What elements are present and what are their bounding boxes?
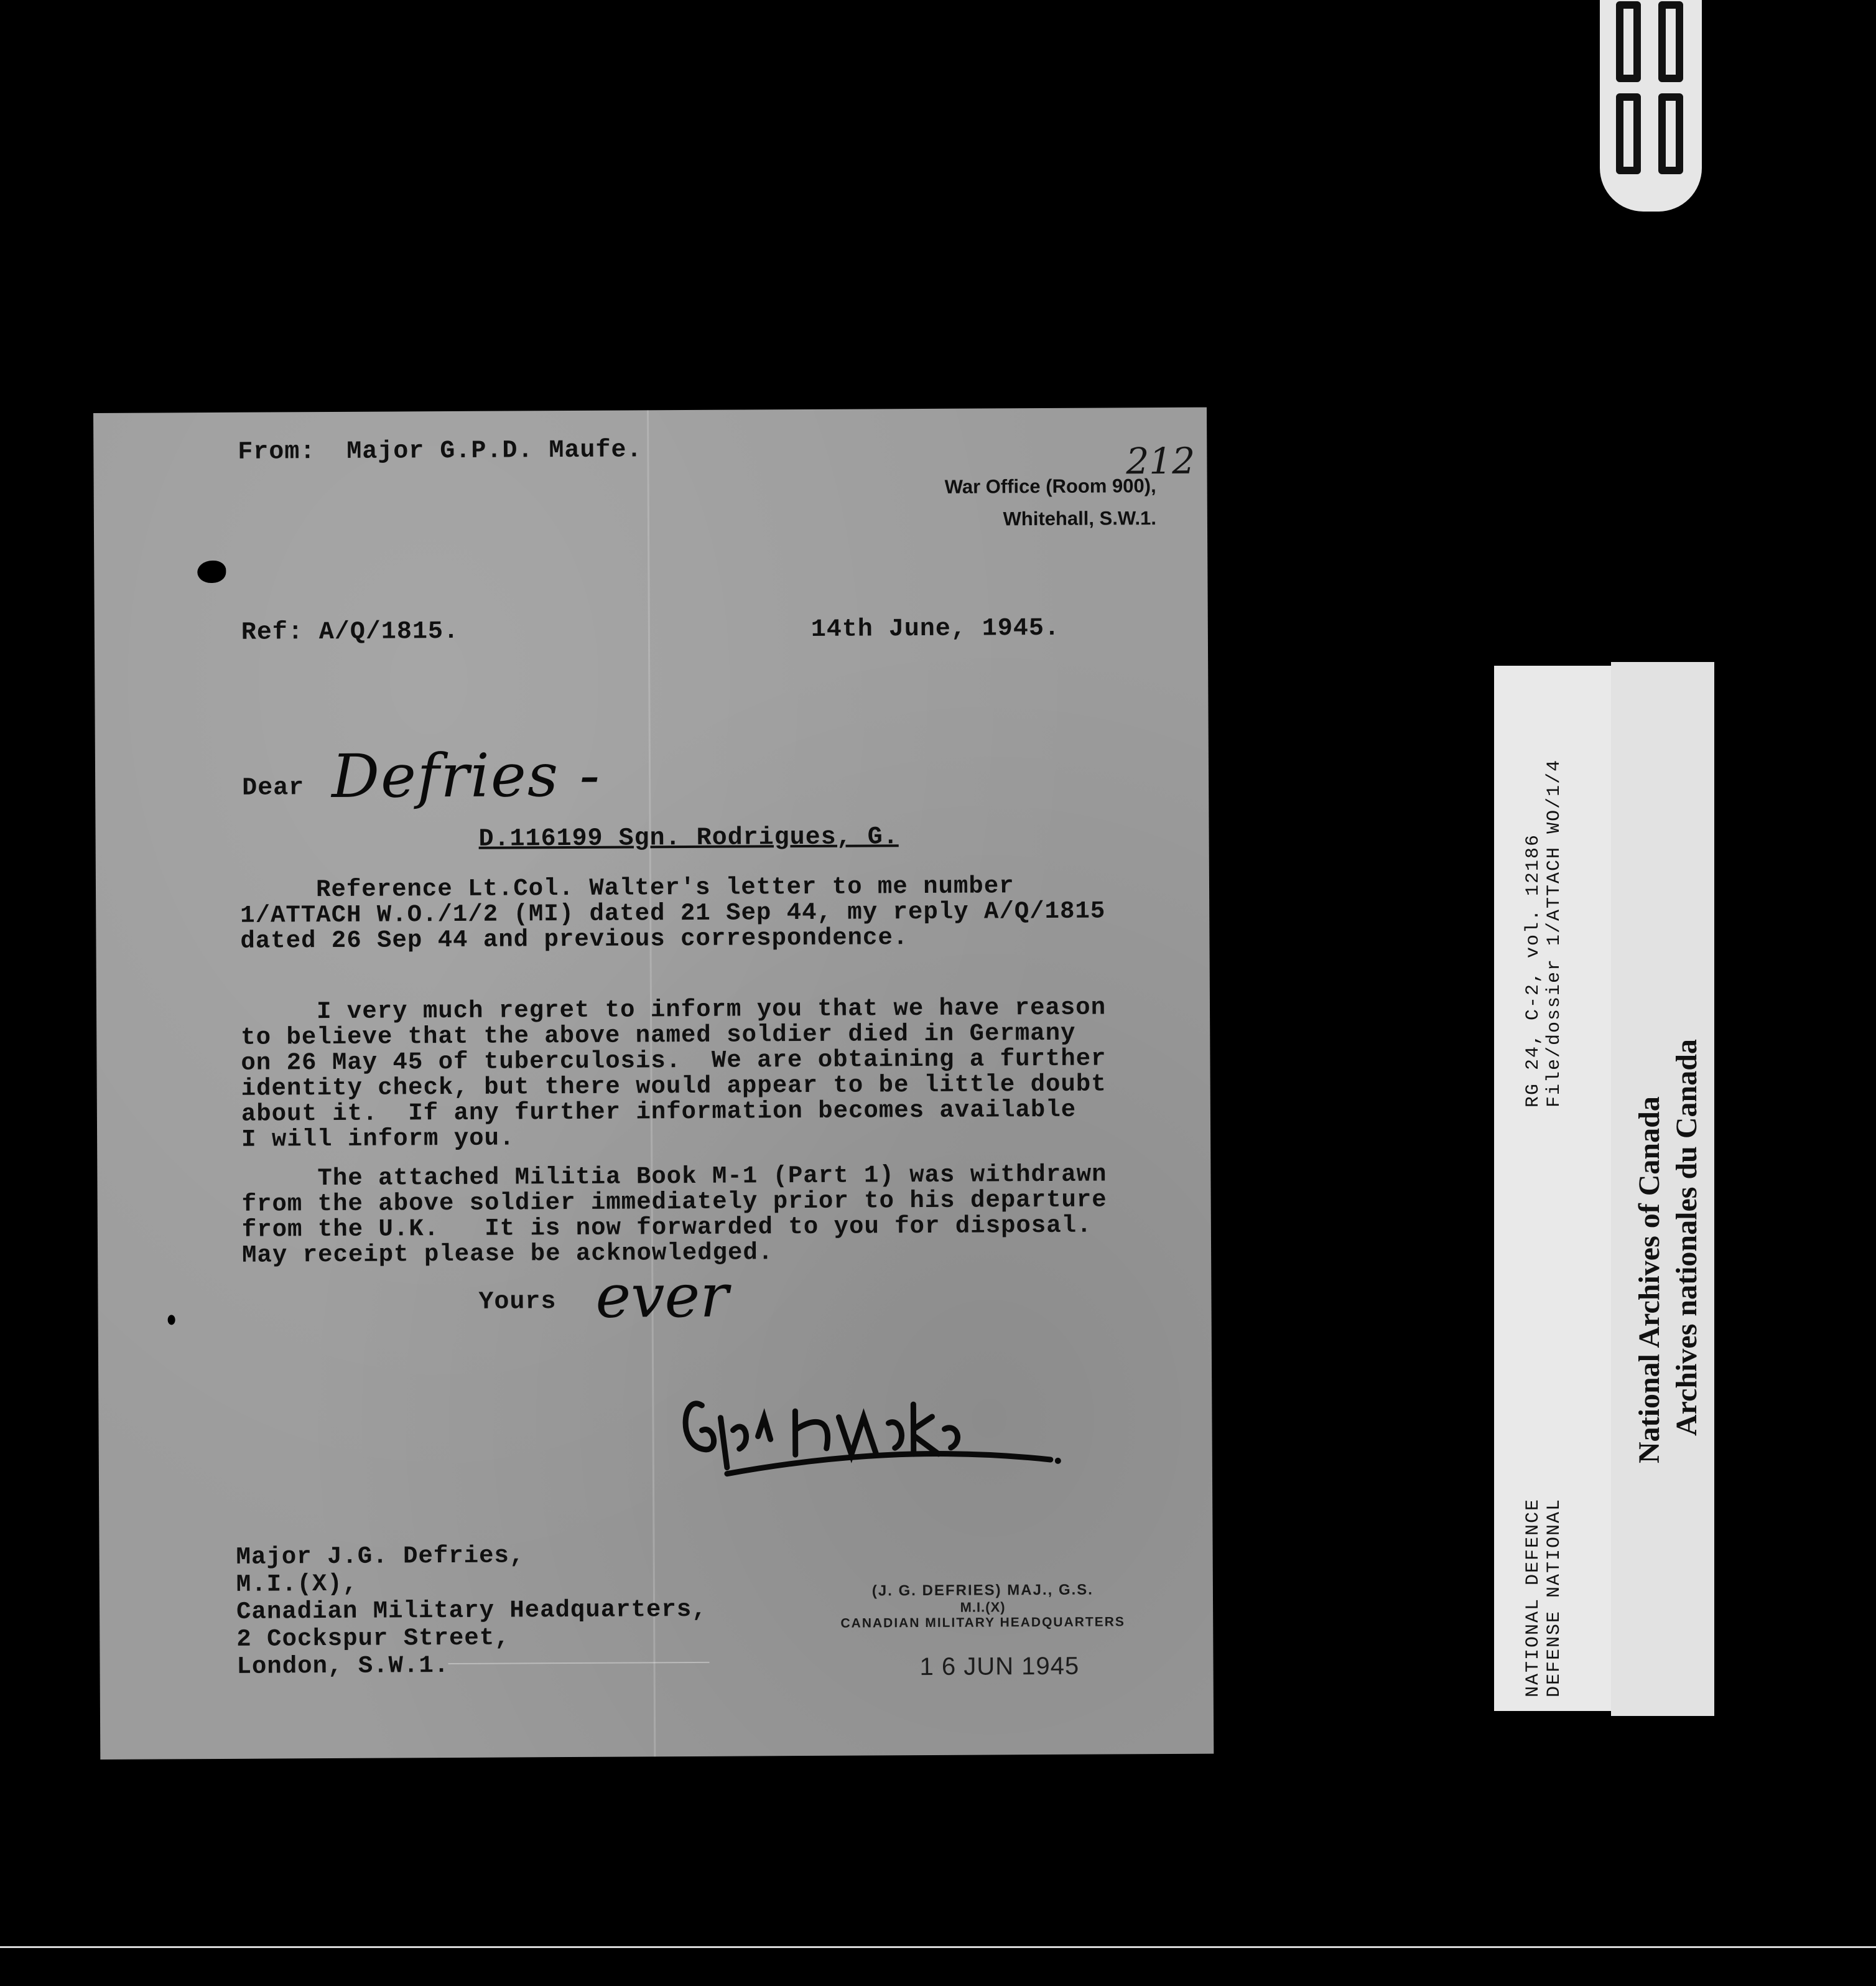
film-edge-tab bbox=[1600, 0, 1702, 212]
archive-reference-line: RG 24, C-2, vol. 12186 bbox=[1523, 833, 1544, 1107]
department-name: DEFENSE NATIONAL bbox=[1544, 1498, 1565, 1697]
body-paragraph bbox=[241, 1162, 1175, 1269]
body-line: identity check, but there would appear to be little doubt bbox=[241, 1070, 1107, 1103]
archive-reference-line: File/dossier 1/ATTACH WO/1/4 bbox=[1544, 758, 1565, 1107]
closing: Yours bbox=[478, 1288, 557, 1317]
recipient-line: Canadian Military Headquarters, bbox=[236, 1595, 707, 1626]
stamp-line: (J. G. DEFRIES) MAJ., G.S. bbox=[871, 1581, 1094, 1600]
film-sprocket-mark bbox=[1658, 93, 1683, 174]
recipient-line: M.I.(X), bbox=[236, 1570, 358, 1598]
stamp-line: CANADIAN MILITARY HEADQUARTERS bbox=[840, 1615, 1125, 1631]
recipient-address bbox=[236, 1541, 708, 1681]
body-line: 1/ATTACH W.O./1/2 (MI) dated 21 Sep 44, my reply A/Q/1815 bbox=[240, 897, 1106, 930]
film-sprocket-mark bbox=[1616, 1, 1641, 82]
recipient-line: 2 Cockspur Street, bbox=[236, 1624, 510, 1653]
body-line: from the U.K. It is now forwarded to you for disposal. bbox=[241, 1211, 1092, 1244]
body-line: from the above soldier immediately prior to his departure bbox=[241, 1186, 1107, 1218]
handwritten-salutation: Defries - bbox=[331, 740, 601, 812]
film-sprocket-mark bbox=[1658, 1, 1683, 82]
body-line: May receipt please be acknowledged. bbox=[241, 1239, 774, 1269]
ink-blot bbox=[197, 561, 226, 583]
handwritten-closing: ever bbox=[595, 1261, 729, 1331]
film-edge-line bbox=[0, 1946, 1876, 1948]
department-name: NATIONAL DEFENCE bbox=[1523, 1498, 1544, 1697]
salutation: Dear bbox=[242, 774, 305, 803]
body-paragraph bbox=[241, 995, 1174, 1153]
stamp-date: 1 6 JUN 1945 bbox=[919, 1652, 1080, 1681]
body-paragraph bbox=[240, 873, 1174, 954]
body-line: I will inform you. bbox=[241, 1124, 515, 1154]
subject-line: D.116199 Sgn. Rodrigues, G. bbox=[478, 823, 899, 854]
body-line: Reference Lt.Col. Walter's letter to me number bbox=[239, 872, 1015, 904]
film-sprocket-mark bbox=[1616, 93, 1641, 174]
body-line: dated 26 Sep 44 and previous correspondence. bbox=[240, 924, 909, 955]
body-line: about it. If any further information becomes available bbox=[241, 1096, 1077, 1128]
body-line: I very much regret to inform you that we have reason bbox=[240, 994, 1107, 1026]
recipient-line: London, S.W.1. bbox=[236, 1652, 450, 1681]
sender-address-line: War Office (Room 900), bbox=[944, 475, 1156, 498]
received-stamp bbox=[827, 1581, 1138, 1631]
letter-date: 14th June, 1945. bbox=[810, 614, 1061, 644]
archives-name: Archives nationales du Canada bbox=[1670, 1039, 1703, 1436]
stamp-line: M.I.(X) bbox=[960, 1599, 1006, 1615]
body-line: to believe that the above named soldier died in Germany bbox=[241, 1019, 1076, 1051]
archives-name: National Archives of Canada bbox=[1633, 1096, 1666, 1463]
handwritten-signature bbox=[677, 1379, 1063, 1493]
sender-address-line: Whitehall, S.W.1. bbox=[1003, 507, 1156, 530]
body-line: The attached Militia Book M-1 (Part 1) was withdrawn bbox=[241, 1160, 1107, 1193]
body-line: on 26 May 45 of tuberculosis. We are obtaining a further bbox=[241, 1045, 1107, 1077]
recipient-line: Major J.G. Defries, bbox=[236, 1542, 525, 1571]
sender-line: From: Major G.P.D. Maufe. bbox=[238, 436, 643, 467]
ink-dot bbox=[168, 1315, 175, 1325]
reference-number: Ref: A/Q/1815. bbox=[241, 617, 460, 647]
letter-page bbox=[93, 408, 1214, 1760]
page-number: 212 bbox=[1126, 439, 1196, 483]
